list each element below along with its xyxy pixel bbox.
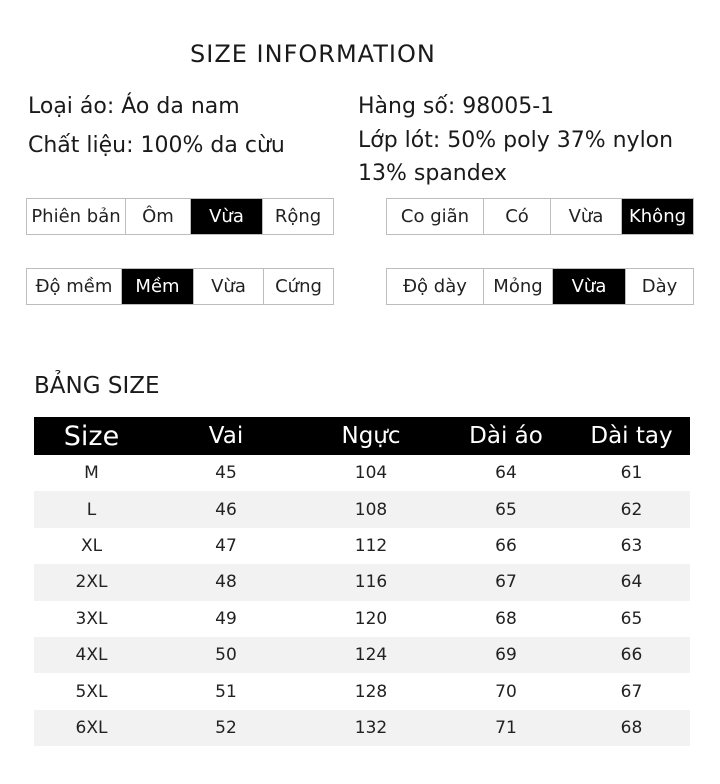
table-cell: 49 <box>149 601 303 637</box>
table-cell: 65 <box>439 491 573 527</box>
table-cell: 120 <box>303 601 439 637</box>
table-cell: 48 <box>149 564 303 600</box>
table-cell: 45 <box>149 455 303 491</box>
option-stretch-choice: Vừa <box>550 199 621 234</box>
size-chart-heading: BẢNG SIZE <box>34 373 160 399</box>
column-header: Ngực <box>303 417 439 455</box>
table-cell: 124 <box>303 637 439 673</box>
column-header: Vai <box>149 417 303 455</box>
table-cell: 67 <box>439 564 573 600</box>
table-cell: 64 <box>573 564 690 600</box>
table-cell: 66 <box>439 528 573 564</box>
info-product-type: Loại áo: Áo da nam <box>28 94 240 119</box>
table-cell: 64 <box>439 455 573 491</box>
option-thickness-label: Độ dày <box>403 276 467 297</box>
option-fit-label: Phiên bản <box>31 206 121 227</box>
table-cell: 104 <box>303 455 439 491</box>
option-thickness-choice: Dày <box>625 269 693 304</box>
size-chart-header-row <box>34 417 690 455</box>
table-row <box>34 491 690 527</box>
table-cell: 5XL <box>34 673 149 709</box>
table-cell: 2XL <box>34 564 149 600</box>
table-cell: 67 <box>573 673 690 709</box>
option-softness-label: Độ mềm <box>35 276 113 297</box>
table-cell: 62 <box>573 491 690 527</box>
table-row <box>34 564 690 600</box>
table-row <box>34 601 690 637</box>
table-cell: 63 <box>573 528 690 564</box>
info-item-number: Hàng số: 98005-1 <box>358 94 555 119</box>
table-row <box>34 673 690 709</box>
table-cell: 52 <box>149 710 303 746</box>
table-cell: 66 <box>573 637 690 673</box>
option-softness-choice: Cứng <box>263 269 333 304</box>
table-cell: 112 <box>303 528 439 564</box>
table-row <box>34 710 690 746</box>
option-fit-choice: Rộng <box>262 199 333 234</box>
table-cell: 3XL <box>34 601 149 637</box>
table-cell: 68 <box>573 710 690 746</box>
info-material: Chất liệu: 100% da cừu <box>28 133 285 158</box>
table-cell: XL <box>34 528 149 564</box>
column-header: Dài áo <box>439 417 573 455</box>
option-stretch-label: Co giãn <box>400 206 470 227</box>
option-stretch-choice: Không <box>621 199 693 234</box>
table-row <box>34 455 690 491</box>
table-cell: 51 <box>149 673 303 709</box>
table-cell: 47 <box>149 528 303 564</box>
table-cell: 128 <box>303 673 439 709</box>
table-row <box>34 637 690 673</box>
option-stretch <box>386 198 694 235</box>
table-cell: 65 <box>573 601 690 637</box>
table-cell: 50 <box>149 637 303 673</box>
page-title: SIZE INFORMATION <box>190 40 436 68</box>
column-header: Size <box>34 417 149 455</box>
table-cell: 70 <box>439 673 573 709</box>
table-cell: 71 <box>439 710 573 746</box>
option-thickness-choice: Mỏng <box>483 269 552 304</box>
table-cell: 116 <box>303 564 439 600</box>
option-stretch-choice: Có <box>483 199 550 234</box>
column-header: Dài tay <box>573 417 690 455</box>
info-lining: Lớp lót: 50% poly 37% nylon <box>358 128 674 153</box>
option-softness <box>26 268 334 305</box>
option-thickness <box>386 268 694 305</box>
table-cell: 69 <box>439 637 573 673</box>
option-softness-choice: Vừa <box>193 269 263 304</box>
table-cell: 108 <box>303 491 439 527</box>
size-chart-table <box>34 417 690 746</box>
table-cell: 4XL <box>34 637 149 673</box>
option-thickness-choice: Vừa <box>552 269 625 304</box>
info-lining-cont: 13% spandex <box>358 161 507 186</box>
table-row <box>34 528 690 564</box>
table-cell: L <box>34 491 149 527</box>
table-cell: 6XL <box>34 710 149 746</box>
table-cell: 61 <box>573 455 690 491</box>
option-softness-choice: Mềm <box>121 269 193 304</box>
option-fit-choice: Ôm <box>125 199 190 234</box>
table-cell: 46 <box>149 491 303 527</box>
table-cell: 132 <box>303 710 439 746</box>
table-cell: 68 <box>439 601 573 637</box>
option-fit <box>26 198 334 235</box>
table-cell: M <box>34 455 149 491</box>
option-fit-choice: Vừa <box>190 199 262 234</box>
